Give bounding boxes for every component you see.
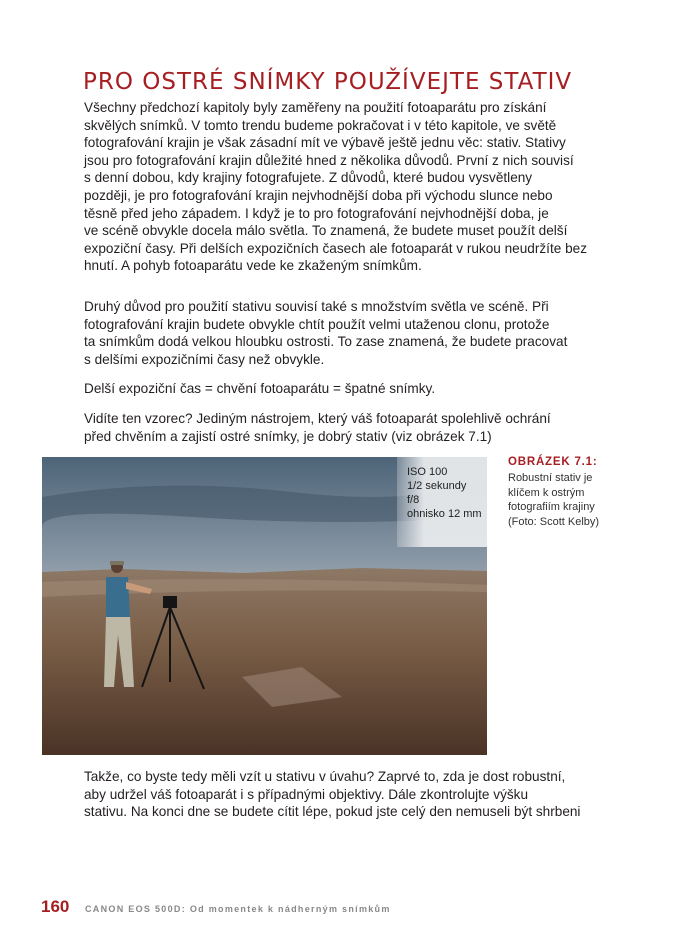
paragraph-4: Vidíte ten vzorec? Jediným nástrojem, který váš fotoaparát spolehlivě ochrání před chvěním a zajistí ostré snímky, je dobrý stativ (viz obrázek 7.1) [84,411,551,444]
section-title: PRO OSTRÉ SNÍMKY POUŽÍVEJTE STATIV [83,69,573,95]
figure-caption-text: Robustní stativ je klíčem k ostrým fotografiím krajiny (Foto: Scott Kelby) [508,472,600,528]
paragraph-3: Delší expoziční čas = chvění fotoaparátu = špatné snímky. [84,381,436,396]
paragraph-2: Druhý důvod pro použití stativu souvisí také s množstvím světla ve scéně. Při fotografování krajin budete obvykle chtít použít velmi utaženou clonu, protože ta snímkům dodá velkou hloubku ostrosti. To zase znamená, že budete pracovat s delšími expozičními časy než obvykle. [84,299,568,367]
running-footer: CANON EOS 500D: Od momentek k nádherným snímkům [85,904,391,914]
page-number: 160 [41,897,70,916]
figure-caption-label: OBRÁZEK 7.1: [508,456,598,468]
paragraph-1: Všechny předchozí kapitoly byly zaměřeny na použití fotoaparátu pro získání skvělých snímků. V tomto trendu budeme pokračovat i v této kapitole, ve světě fotografování krajin je však zásadní mít ve výbavě ještě jednu věc: stativ. Stativy jsou pro fotografování krajin důležité hned z několika důvodů. První z nich souvisí s denní dobou, kdy krajiny fotografujete. Z důvodů, které budou vysvětleny později, je pro fotografování krajin nejvhodnější doba při východu slunce nebo těsně před jeho západem. I když je to pro fotografování nejvhodnější doba, je ve scéně obvykle docela málo světla. To znamená, že budete muset použít delší expoziční časy. Při delších expozičních časech ale fotoaparát v rukou neudržíte bez hnutí. A pohyb fotoaparátu vede ke zkaženým snímkům. [84,100,587,274]
paragraph-5: Takže, co byste tedy měli vzít u stativu v úvahu? Zaprvé to, zda je dost robustní, aby udržel váš fotoaparát i s případnými objektivy. Dále zkontrolujte výšku stativu. Na konci dne se budete cítit lépe, pokud jste celý den nemuseli být shrbeni [84,769,581,820]
photo-exif-info: ISO 100 1/2 sekundy f/8 ohnisko 12 mm [407,466,482,520]
